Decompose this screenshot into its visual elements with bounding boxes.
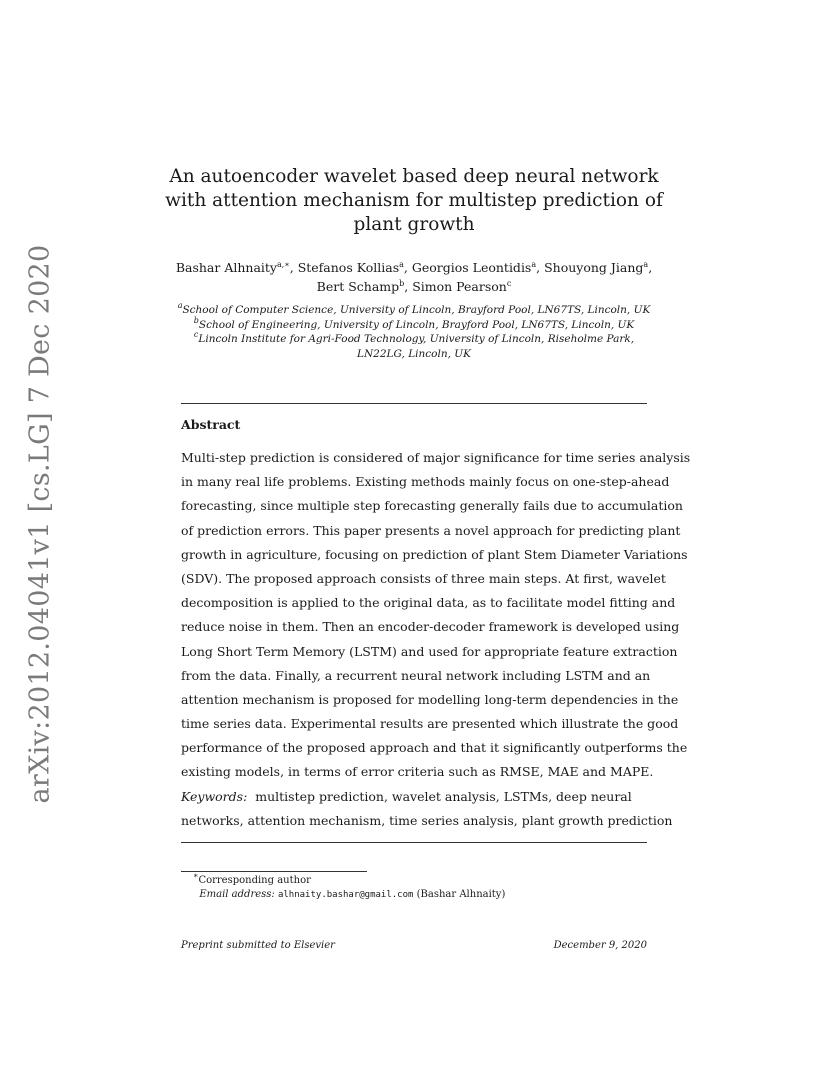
abstract-line: of prediction errors. This paper presents a novel approach for predicting plant xyxy=(181,522,681,538)
affiliations xyxy=(170,303,658,361)
author-name: Simon Pearson xyxy=(412,279,507,294)
keywords-text: multistep prediction, wavelet analysis, LSTMs, deep neural xyxy=(255,788,632,804)
corresponding-author-note xyxy=(193,871,505,888)
email-label: Email address: xyxy=(199,889,275,900)
arxiv-identifier-stamp: arXiv:2012.04041v1 [cs.LG] 7 Dec 2020 xyxy=(24,244,56,804)
affiliation-b xyxy=(170,315,658,333)
abstract-line: reduce noise in them. Then an encoder-decoder framework is developed using xyxy=(181,619,680,635)
email-line xyxy=(193,888,505,902)
abstract-top-rule xyxy=(181,403,647,404)
affiliation-c-continued: LN22LG, Lincoln, UK xyxy=(357,347,471,360)
preprint-note: Preprint submitted to Elsevier xyxy=(181,940,335,951)
author-line xyxy=(150,277,678,296)
author-separator: , xyxy=(536,260,545,275)
author-affil-mark: a xyxy=(531,260,537,269)
author-affil-mark: a xyxy=(399,260,404,269)
abstract-line: attention mechanism is proposed for modelling long-term dependencies in the xyxy=(181,691,679,707)
footnote-text: Corresponding author xyxy=(198,875,311,886)
author-name: Stefanos Kollias xyxy=(297,260,400,275)
affiliation-text: Lincoln Institute for Agri-Food Technology, University of Lincoln, Riseholme Park, xyxy=(198,333,635,345)
affiliation-mark: a xyxy=(177,301,183,310)
abstract-line: existing models, in terms of error criteria such as RMSE, MAE and MAPE. xyxy=(181,764,654,780)
affiliation-c xyxy=(170,332,658,347)
title-line: with attention mechanism for multistep prediction of xyxy=(165,190,663,211)
footnote xyxy=(193,871,506,902)
author-affil-mark: c xyxy=(506,279,512,288)
affiliation-a xyxy=(170,303,658,318)
keywords-label: Keywords: xyxy=(181,788,248,804)
author-separator: , xyxy=(648,260,653,275)
keywords-line-continued: networks, attention mechanism, time series analysis, plant growth prediction xyxy=(181,812,673,828)
affiliation-text: School of Computer Science, University of Lincoln, Brayford Pool, LN67TS, Lincoln, UK xyxy=(182,304,651,316)
abstract-line: from the data. Finally, a recurrent neural network including LSTM and an xyxy=(181,667,651,683)
abstract-body xyxy=(181,446,691,833)
author-affil-mark: a,∗ xyxy=(276,260,290,269)
author-affil-mark: a xyxy=(643,260,649,269)
abstract-line: performance of the proposed approach and that it significantly outperforms the xyxy=(181,740,688,756)
affiliation-mark: c xyxy=(193,330,199,339)
footnote-rule xyxy=(181,871,367,872)
paper-title xyxy=(150,165,678,237)
email-address[interactable]: alhnaity.bashar@gmail.com xyxy=(277,890,414,900)
abstract-line: forecasting, since multiple step forecasting generally fails due to accumulation xyxy=(181,498,683,514)
submission-date: December 9, 2020 xyxy=(553,940,647,951)
author-list xyxy=(150,258,678,296)
title-line: plant growth xyxy=(353,214,475,235)
abstract-line: in many real life problems. Existing methods mainly focus on one-step-ahead xyxy=(181,474,670,490)
abstract-line: (SDV). The proposed approach consists of three main steps. At first, wavelet xyxy=(181,570,666,586)
title-line: An autoencoder wavelet based deep neural network xyxy=(169,166,659,187)
author-line xyxy=(150,258,678,277)
author-separator: , xyxy=(403,260,412,275)
abstract-bottom-rule xyxy=(181,842,647,843)
abstract-heading: Abstract xyxy=(181,417,241,432)
author-affil-mark: b xyxy=(399,279,405,288)
affiliation-text: School of Engineering, University of Lincoln, Brayford Pool, LN67TS, Lincoln, UK xyxy=(198,318,635,331)
footnote-mark: ∗ xyxy=(193,871,199,880)
author-name: Georgios Leontidis xyxy=(411,260,532,275)
email-owner: (Bashar Alhnaity) xyxy=(416,889,506,900)
affiliation-mark: b xyxy=(193,315,199,325)
author-separator: , xyxy=(404,279,413,294)
abstract-line: Long Short Term Memory (LSTM) and used for appropriate feature extraction xyxy=(181,643,678,659)
abstract-line: Multi-step prediction is considered of major significance for time series analysis xyxy=(181,450,691,465)
author-name: Bashar Alhnaity xyxy=(175,260,277,275)
author-name: Shouyong Jiang xyxy=(544,260,644,275)
author-separator: , xyxy=(289,260,298,275)
abstract-line: growth in agriculture, focusing on prediction of plant Stem Diameter Variations xyxy=(181,546,688,562)
author-name: Bert Schamp xyxy=(316,279,400,294)
abstract-line: time series data. Experimental results are presented which illustrate the good xyxy=(181,716,679,732)
keywords-line xyxy=(181,785,647,809)
abstract-line: decomposition is applied to the original data, as to facilitate model fitting and xyxy=(181,595,676,611)
